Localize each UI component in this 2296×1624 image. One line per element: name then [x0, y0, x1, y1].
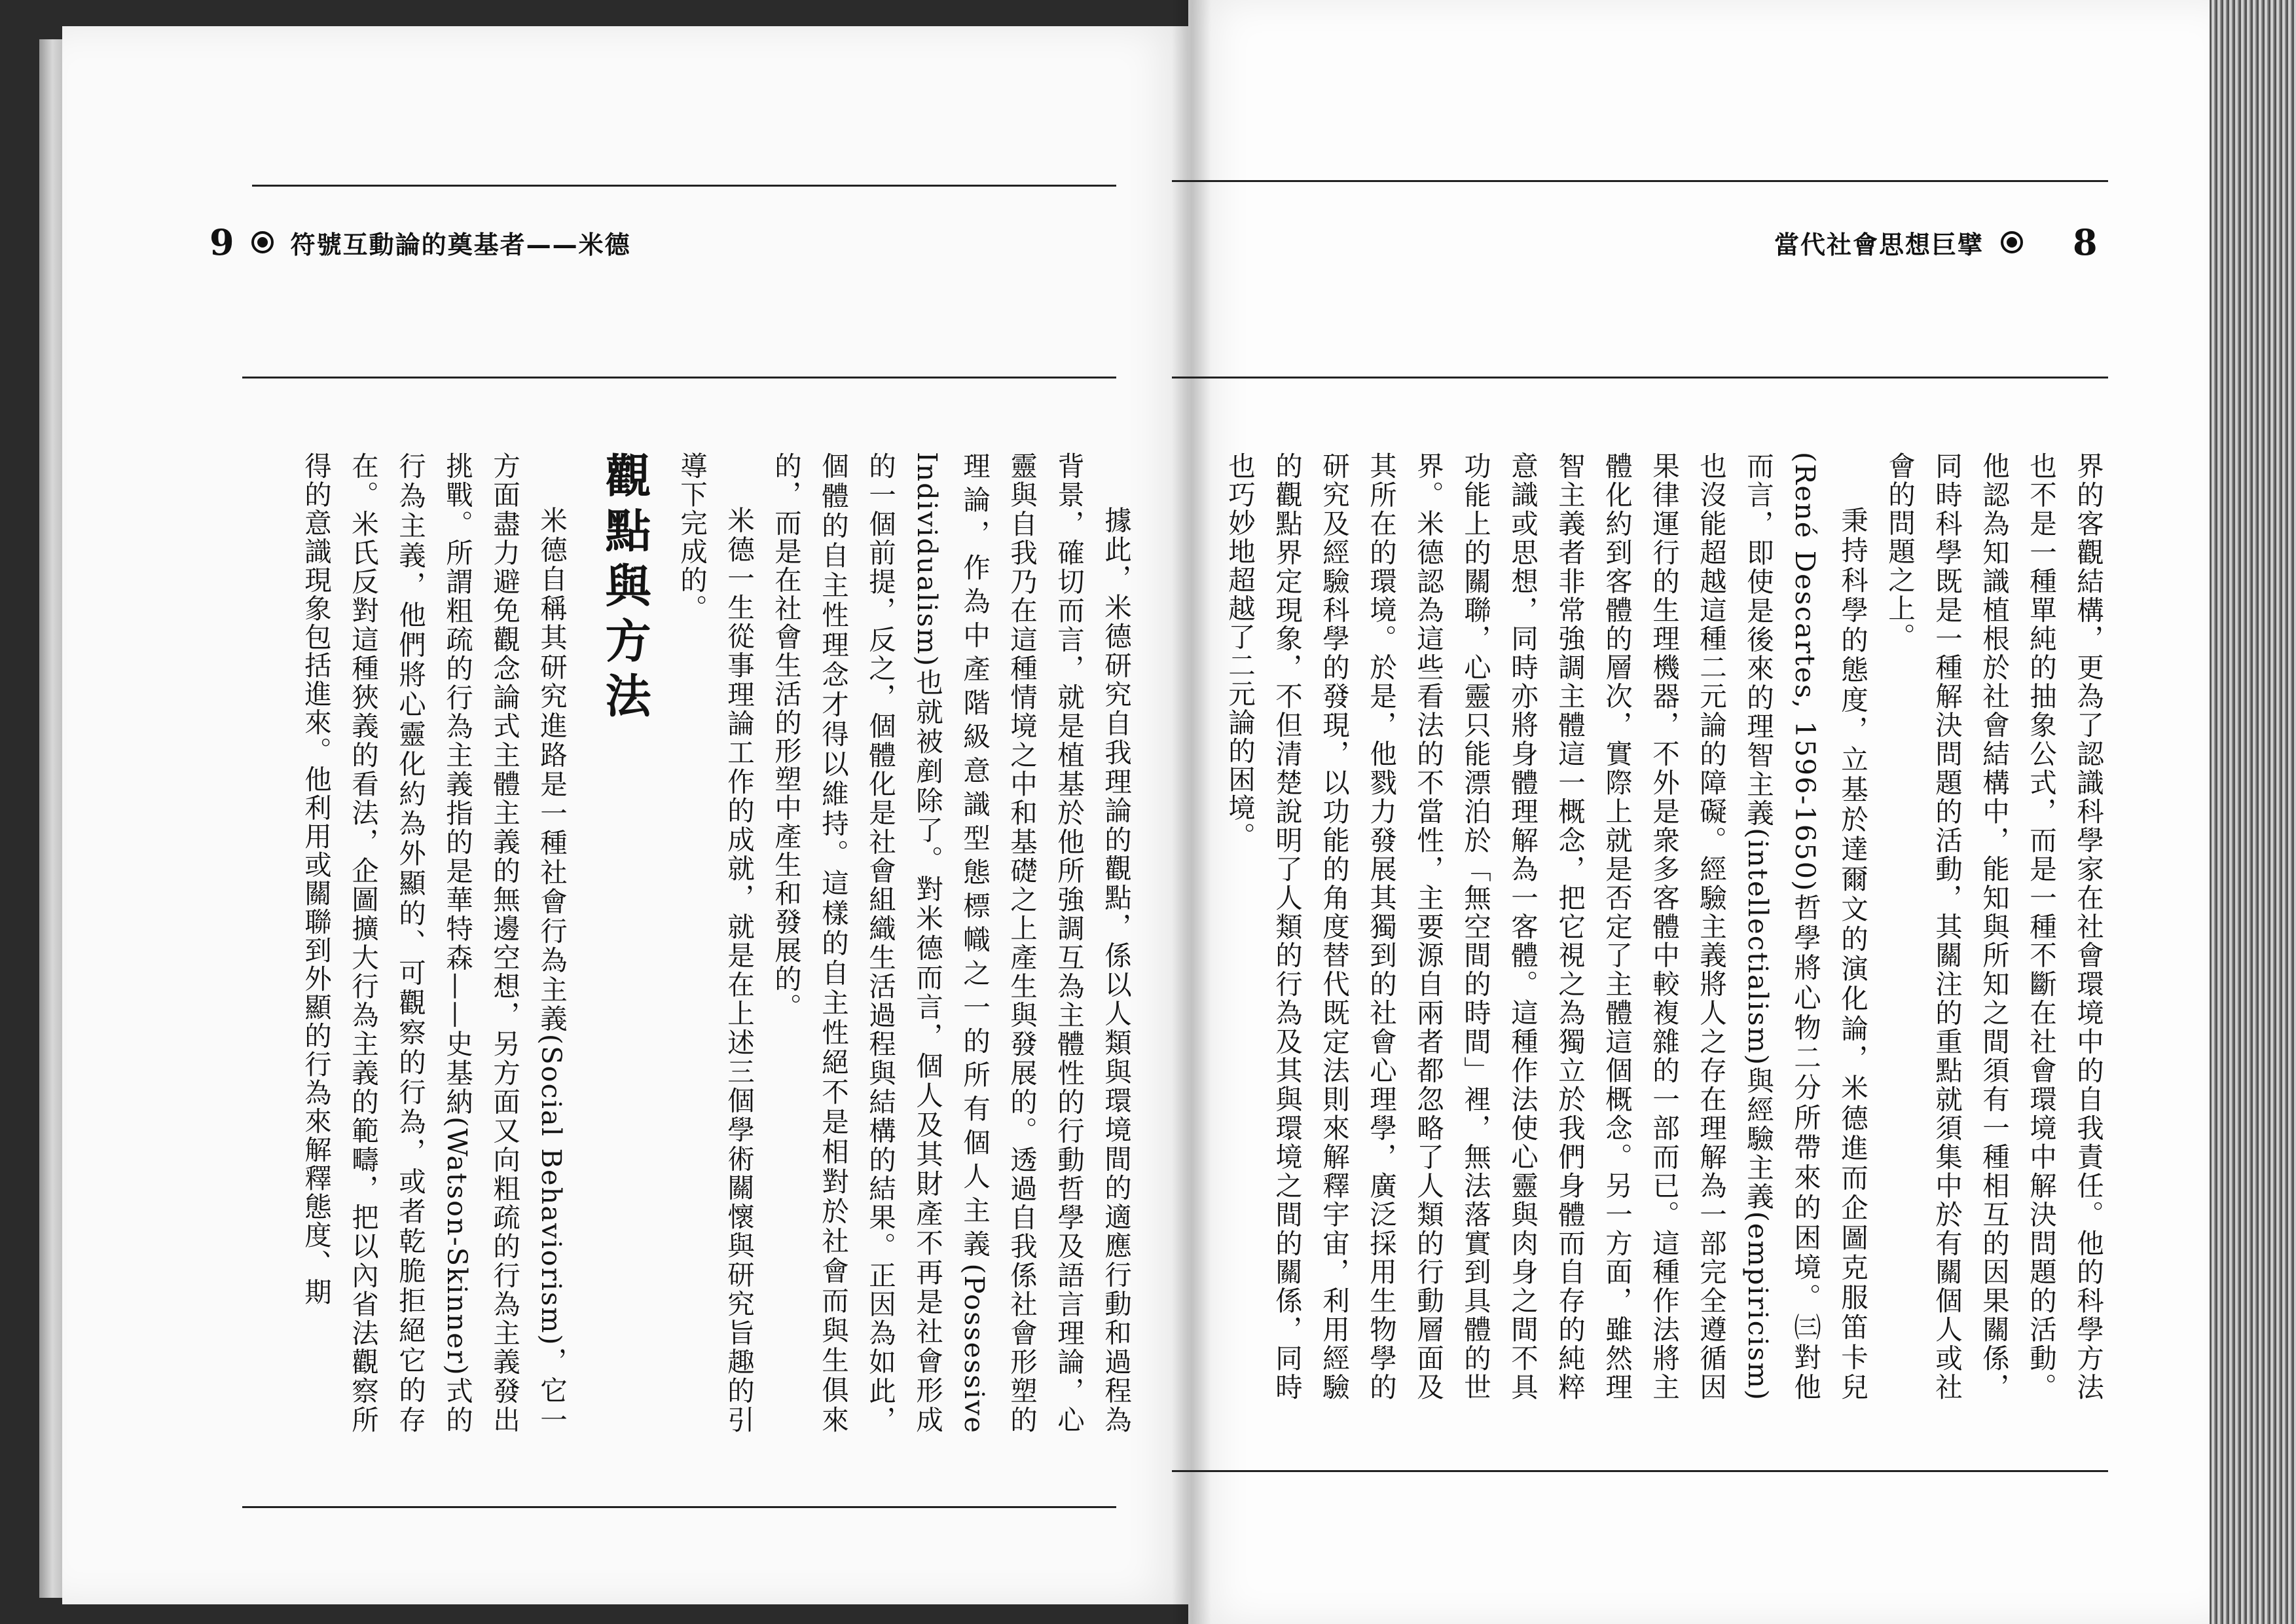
bullet-circle-icon: [2001, 231, 2023, 253]
right-footer-rule: [1172, 1470, 2108, 1472]
right-page-body: [1175, 452, 2111, 1401]
left-header-title: 符號互動論的奠基者——米德: [290, 230, 631, 259]
body-paragraph: 據此，米德研究自我理論的觀點，係以人類與環境間的適應行動和過程為背景，確切而言，就是植基於他所強調互為主體性的行動哲學及語言理論，心靈與自我乃在這種情境之中和基礎之上產生與發展的。透過自我係社會形塑的理論，作為中產階級意識型態標幟之一的所有個人主義(Possessive Individualism)也就被剷除了。對米德而言，個人及其財產不再是社會形成的一個前提，反之，個體化是社會組織生活過程與結構的結果。正因為如此，個體的自主性理念才得以維持。這樣的自主性絕不是相對於社會而與生俱來的，而是在社會生活的形塑中產生和發展的。: [770, 452, 1132, 1434]
section-heading: 觀點與方法: [598, 452, 652, 727]
body-paragraph: 米德一生從事理論工作的成就，就是在上述三個學術關懷與研究旨趣的引導下完成的。: [676, 452, 755, 1434]
left-running-head: [210, 219, 631, 265]
left-page-edge: [39, 39, 65, 1598]
right-header-rule-bottom: [1172, 377, 2108, 378]
bullet-circle-icon: [251, 231, 274, 253]
left-header-rule-bottom: [242, 377, 1116, 378]
right-page-edge: [2210, 0, 2296, 1624]
left-page-number: 9: [210, 221, 234, 263]
left-header-rule-top: [252, 185, 1116, 187]
body-paragraph: 秉持科學的態度，立基於達爾文的演化論，米德進而企圖克服笛卡兒(René Descartes, 1596-1650)哲學將心物二分所帶來的困境。㈢對他而言，即使是後來的理智主義(intellectialism)與經驗主義(empiricism)也沒能超越這種二元論的障礙。經驗主義將人之存在理解為一部完全遵循因果律運行的生理機器，不外是衆多客體中較複雜的一部而已。這種作法將主體化約到客體的層次，實際上就是否定了主體這個概念。另一方面，雖然理智主義者非常強調主體這一概念，把它視之為獨立於我們身體而自存的純粹意識或思想，同時亦將身體理解為一客體。這種作法使心靈與肉身之間不具功能上的關聯，心靈只能漂泊於「無空間的時間」裡，無法落實到具體的世界。米德認為這些看法的不當性，主要源自兩者都忽略了人類的行動層面及其所在的環境。於是，他戮力發展其獨到的社會心理學，廣泛採用生物學的研究及經驗科學的發現，以功能的角度替代既定法則來解釋宇宙，利用經驗的觀點界定現象，不但清楚說明了人類的行為及其與環境之間的關係，同時也巧妙地超越了二元論的困境。: [1224, 452, 1868, 1401]
right-running-head: [1774, 219, 2098, 265]
right-header-title: 當代社會思想巨擘: [1774, 230, 1984, 259]
right-page-number: 8: [2073, 221, 2098, 263]
body-paragraph: 米德自稱其研究進路是一種社會行為主義(Social Behaviorism)，它一方面盡力避免觀念論式主體主義的無邊空想，另方面又向粗疏的行為主義發出挑戰。所謂粗疏的行為主義指的是華特森——史基納(Watson-Skinner)式的行為主義，他們將心靈化約為外顯的、可觀察的行為，或者乾脆拒絕它的存在。米氏反對這種狹義的看法，企圖擴大行為主義的範疇，把以內省法觀察所得的意識現象包括進來。他利用或關聯到外顯的行為來解釋態度、期: [300, 452, 568, 1434]
body-paragraph: 界的客觀結構，更為了認識科學家在社會環境中的自我責任。他的科學方法也不是一種單純的抽象公式，而是一種不斷在社會環境中解決問題的活動。他認為知識植根於社會結構中，能知與所知之間須有一種相互的因果關係，同時科學既是一種解決問題的活動，其關注的重點就須集中於有關個人或社會的問題之上。: [1884, 452, 2104, 1401]
left-page-body: [226, 452, 1139, 1434]
left-footer-rule: [242, 1506, 1116, 1508]
right-header-rule-top: [1172, 180, 2108, 182]
